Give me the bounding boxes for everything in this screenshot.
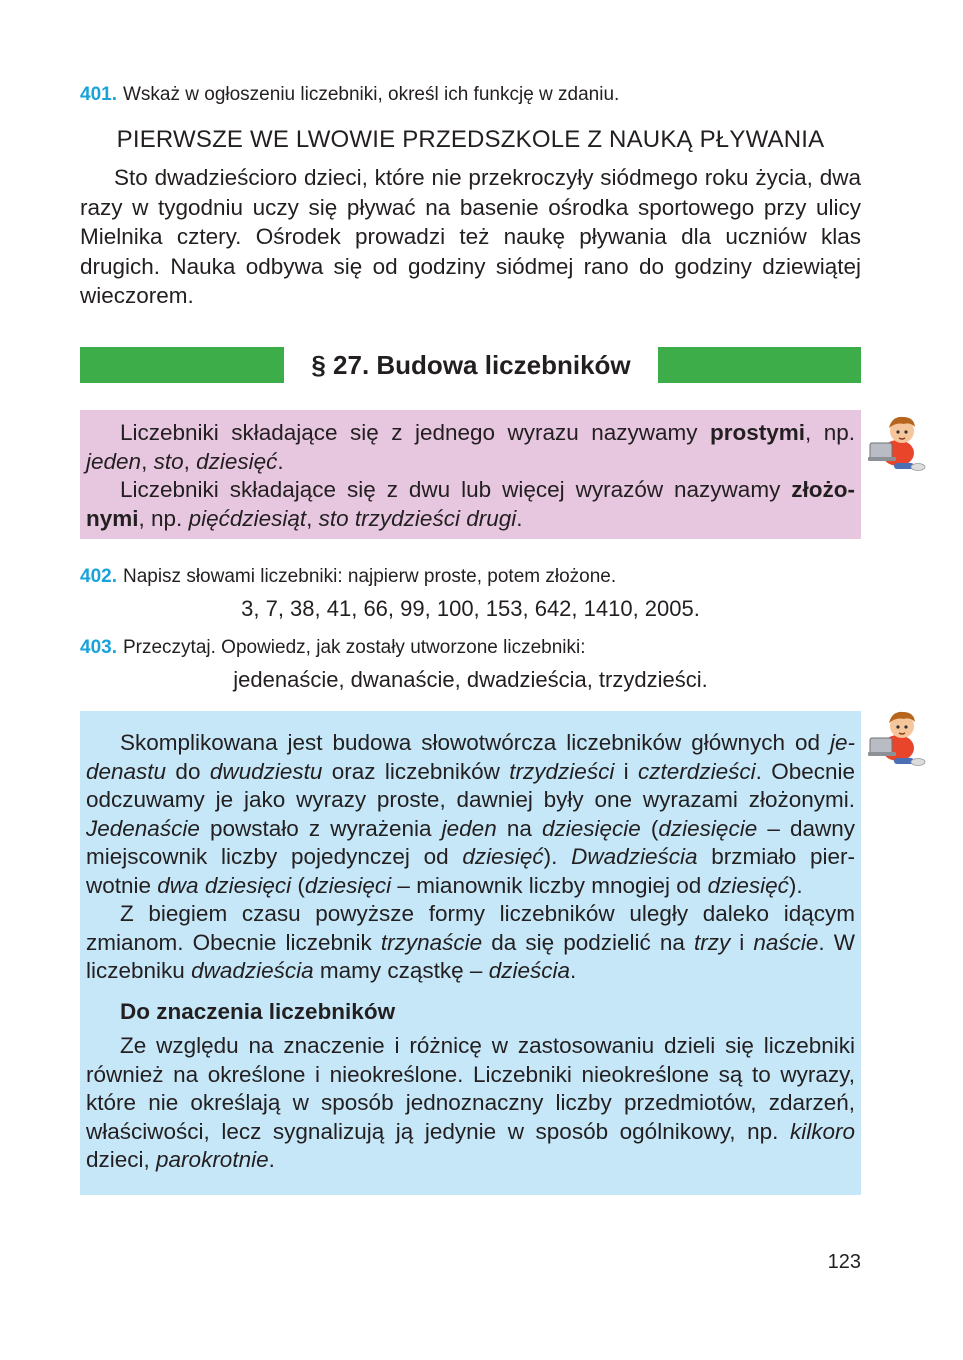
text-run: do — [166, 758, 210, 784]
section-title: § 27. Budowa liczebników — [311, 350, 631, 380]
text-run: dzieci, — [86, 1147, 157, 1172]
italic-term: dzieścia — [488, 958, 570, 983]
numerals-words: jedenaście, dwanaście, dwadzieścia, trzydzieści. — [233, 667, 708, 692]
italic-term: naście — [753, 929, 819, 955]
announcement-body: Sto dwadzieścioro dzieci, które nie przekroczyły siódmego roku życia, dwa razy w tygodniu uczy się pływać na basenie ośrodka sportowego przy ulicy Mielnika cztery. Ośrodek prowadzi też naukę pływania dla uczniów klas drugich. Nauka odbywa się od godziny siódmej rano do godziny dziewiątej wieczorem. — [80, 165, 861, 308]
exercise-number: 401. — [80, 84, 117, 105]
italic-term: dziesięcie — [658, 815, 758, 841]
exercise-instruction: Napisz słowami liczebniki: najpierw proste, potem złożone. — [122, 566, 617, 587]
italic-term: kilkoro — [789, 1118, 855, 1144]
italic-term: dziesięć — [462, 844, 544, 869]
info-box — [80, 711, 861, 1195]
italic-term: jeden — [441, 815, 497, 841]
italic-term: dziesięć — [707, 872, 789, 898]
italic-term: trzynaście — [380, 929, 483, 955]
exercise-403 — [80, 637, 586, 659]
text-run: i — [614, 758, 639, 784]
text-run: ). — [788, 872, 803, 898]
italic-term: Dwadzieścia — [571, 844, 698, 869]
info-paragraph-1 — [86, 729, 855, 900]
info-subheading: Do znaczenia liczebników — [120, 998, 396, 1024]
definition-compound: Liczebniki składające się z dwu lub więcej wyrazów nazywamy złożo-nymi, np. pięćdziesiąt, sto trzydzieści drugi. — [86, 477, 855, 531]
text-run: ). — [543, 844, 572, 869]
page-number: 123 — [827, 1251, 861, 1273]
boy-with-laptop-icon — [866, 413, 928, 471]
italic-term: dwadzieścia — [191, 958, 314, 983]
italic-term: dziesięcie — [541, 815, 641, 841]
exercise-number: 402. — [80, 566, 117, 587]
italic-term: je-denastu — [86, 730, 855, 784]
announcement-title: PIERWSZE WE LWOWIE PRZEDSZKOLE Z NAUKĄ PŁYWANIA — [116, 126, 825, 153]
text-run: da się podzielić na — [482, 929, 694, 955]
text-run: . — [569, 958, 577, 983]
italic-term: Jedenaście — [86, 815, 200, 841]
exercise-number: 403. — [80, 637, 117, 658]
definition-simple: Liczebniki składające się z jednego wyrazu nazywamy prostymi, np. jeden, sto, dziesięć. — [86, 420, 856, 474]
definition-box — [80, 410, 861, 539]
text-run: powstało z wyrażenia — [199, 815, 442, 841]
numbers-list: 3, 7, 38, 41, 66, 99, 100, 153, 642, 1410, 2005. — [241, 596, 700, 621]
text-run: . W liczebniku — [86, 929, 855, 983]
italic-term: parokrotnie — [156, 1147, 269, 1172]
text-run: i — [730, 929, 754, 955]
italic-term: czterdzieści — [638, 758, 756, 784]
text-run: ( — [291, 872, 305, 898]
section-bar-left — [80, 347, 284, 383]
text-run: Ze względu na znaczenie i różnicę w zastosowaniu dzieli się liczebniki również na określone i nieokreślone. Liczebniki nieokreślone są to wyrazy, które nie określają w sposób jednoznaczny liczby przedmiotów, zdarzeń, właściwości, lecz sygnalizują ją jedynie w sposób ogólnikowy, np. — [86, 1033, 855, 1144]
italic-term: trzydzieści — [509, 758, 615, 784]
exercise-402 — [80, 566, 616, 588]
text-run: mamy cząstkę – — [313, 958, 489, 983]
text-run: – dawny miejscownik liczby pojedynczej od — [86, 815, 855, 869]
text-run: Skomplikowana jest budowa słowotwórcza liczebników głównych od — [120, 730, 830, 755]
text-run: na — [496, 815, 542, 841]
italic-term: dziesięci — [304, 872, 392, 898]
text-run: Z biegiem czasu powyższe formy liczebników uległy daleko idącym zmianom. Obecnie liczebnik — [86, 901, 855, 955]
text-run: – mianownik liczby mnogiej od — [391, 872, 708, 898]
italic-term: trzy — [693, 929, 731, 955]
exercise-instruction: Wskaż w ogłoszeniu liczebniki, określ ich funkcję w zdaniu. — [122, 84, 620, 105]
text-run: . Obecnie odczuwamy je jako wyrazy proste, dawniej były one wyrazami złożonymi. — [86, 758, 856, 812]
italic-term: dwudziestu — [209, 758, 323, 784]
exercise-401 — [80, 84, 619, 106]
info-paragraph-2 — [86, 900, 855, 986]
section-bar-right — [658, 347, 861, 383]
boy-with-laptop-icon — [866, 708, 928, 766]
italic-term: dwa dziesięci — [157, 872, 292, 898]
exercise-instruction: Przeczytaj. Opowiedz, jak zostały utworzone liczebniki: — [122, 637, 586, 658]
text-run: ( — [640, 815, 659, 841]
text-run: . — [268, 1147, 275, 1172]
text-run: oraz liczebników — [322, 758, 510, 784]
text-run: brzmiało pier-wotnie — [86, 844, 856, 898]
info-paragraph-3 — [86, 1032, 855, 1175]
